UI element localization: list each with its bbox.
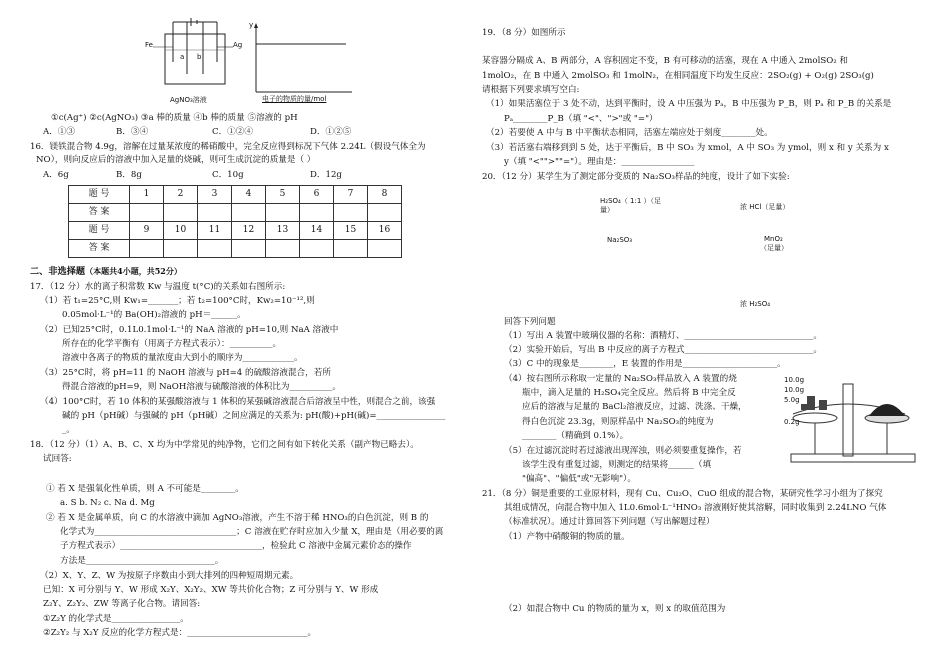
table-cell: 9	[130, 222, 164, 240]
q17-line: 溶液中各离子的物质的量浓度由大到小的顺序为____________。	[62, 353, 303, 363]
table-cell: 15	[334, 222, 368, 240]
table-cell: 2	[164, 186, 198, 204]
table-cell: 13	[266, 222, 300, 240]
q15-option-a: A．①③	[43, 127, 75, 137]
q21-line: （标准状况）。通过计算回答下列问题（写出解题过程）	[504, 517, 715, 527]
q19-line: （3）若活塞右端移到到 5 处，达于平衡后，B 中 SO₃ 为 xmol，A 中 SO₃ 为 ymol，则 x 和 y 关系为 x	[486, 143, 889, 153]
b-label: b	[197, 53, 202, 61]
q15-option-d: D．①②⑤	[310, 127, 352, 137]
a-label: a	[180, 53, 185, 61]
table-cell: 4	[232, 186, 266, 204]
q17-line: 得混合溶液的pH=9，则 NaOH溶液与硫酸溶液的体积比为__________。	[62, 382, 342, 392]
answer-cell[interactable]	[198, 204, 232, 222]
answer-cell[interactable]	[334, 204, 368, 222]
table-cell: 6	[300, 186, 334, 204]
q18-line: 子方程式表示）_________________________________，检验此 C 溶液中金属元素价态的操作	[60, 541, 412, 551]
answer-cell[interactable]	[232, 204, 266, 222]
weight-label: 0.2g	[784, 418, 800, 426]
q18-line: Z₂Y、Z₂Y₂、ZW 等离子化合物。请回答:	[43, 599, 201, 609]
q17-line: 0.05mol·L⁻¹的 Ba(OH)₂溶液的 pH＝______。	[62, 310, 246, 320]
q20-line: （3）C 中的现象是________，E 装置的作用是______________________。	[504, 359, 786, 369]
ag-label: Ag	[233, 41, 243, 49]
table-cell: 7	[334, 186, 368, 204]
q17-line: 碱的 pH（pH碱）与强碱的 pH（pH碱）之间应满足的关系为: pH(酸)+pH(碱)=________________	[62, 411, 446, 421]
q17-line: 17．（12 分）水的离子积常数 Kw 与温度 t(°C)的关系如右图所示:	[30, 282, 286, 292]
graph-x-label: 电子的物质的量/mol	[262, 95, 327, 103]
table-cell: 1	[130, 186, 164, 204]
table-cell: 题 号	[69, 222, 130, 240]
weight-label: 10.0g	[784, 386, 805, 394]
weight-label: 5.0g	[784, 396, 800, 404]
q18-line: 已知：X 可分别与 Y、W 形成 X₂Y、X₂Y₂、XW 等共价化合物；Z 可分别与 Y、W 形成	[43, 585, 379, 595]
q19-line: （1）如果活塞位于 3 处不动，达到平衡时，设 A 中压强为 Pₐ，B 中压强为 P_B，则 Pₐ 和 P_B 的关系是	[486, 99, 892, 109]
q21-part2: （2）如混合物中 Cu 的物质的量为 x，则 x 的取值范围为	[504, 604, 726, 614]
q18-line: ②Z₂Y₂ 与 X₂Y 反应的化学方程式是：____________________________。	[43, 628, 317, 638]
q21-line: （1）产物中硝酸铜的物质的量。	[504, 532, 630, 542]
q17-line: （2）已知25°C时，0.1L0.1mol·L⁻¹的 NaA 溶液的 pH=10,则 NaA 溶液中	[40, 325, 339, 335]
q17-line: _。	[62, 425, 75, 435]
table-cell: 3	[198, 186, 232, 204]
q20-line: （2）实验开始后，写出 B 中反应的离子方程式______________________________。	[504, 345, 823, 355]
q20-line: （1）写出 A 装置中玻璃仪器的名称：酒精灯、______________________________。	[504, 331, 822, 341]
q19-line: （2）若要使 A 中与 B 中平衡状态相同，活塞左端应处于刻度________处。	[486, 128, 773, 138]
q17-line: （1）若 t₁=25°C,则 Kw₁=_______；若 t₂=100°C时，Kw₂=10⁻¹²,则	[40, 296, 315, 306]
answer-table	[68, 185, 402, 258]
section2-heading: 二、非选择题	[30, 266, 86, 277]
q18-line: 方法是______________________________。	[60, 556, 224, 566]
q21-line: 其组成情况，向混合物中加入 1L0.6mol·L⁻¹HNO₃ 溶液刚好使其溶解，同时收集到 2.24LNO 气体	[504, 503, 887, 513]
table-row	[69, 186, 402, 204]
table-row	[69, 222, 402, 240]
q18-line: ② 若 X 是金属单质，向 C 的水溶液中滴加 AgNO₃溶液，产生不溶于稀 HNO₃的白色沉淀，则 B 的	[46, 513, 429, 523]
q20-line: "偏高"、"偏低"或"无影响"）。	[522, 474, 636, 484]
conc-h2so4-label: 浓 H₂SO₄	[740, 300, 771, 308]
table-cell: 10	[164, 222, 198, 240]
table-cell: 答 案	[69, 240, 130, 258]
q20-line: 回答下列问题	[504, 317, 556, 327]
section2-title	[30, 266, 182, 278]
table-cell: 题 号	[69, 186, 130, 204]
q20-line: 得白色沉淀 23.3g，则原样品中 Na₂SO₃的纯度为	[522, 417, 714, 427]
q18-line: ①Z₂Y 的化学式是________________。	[43, 614, 189, 624]
table-cell: 14	[300, 222, 334, 240]
q15-option-c: C．①②④	[212, 127, 253, 137]
q17-line: （3）25°C时，将 pH=11 的 NaOH 溶液与 pH=4 的硫酸溶液混合，若所	[40, 368, 331, 378]
q18-line: a. S b. N₂ c. Na d. Mg	[60, 498, 155, 508]
q18-line: 18．（12 分）（1）A、B、C、X 均为中学常见的纯净物，它们之间有如下转化关系（副产物已略去）。	[30, 440, 419, 450]
answer-cell[interactable]	[164, 240, 198, 258]
q20-line: 应后的溶液与足量的 BaCl₂溶液反应，过滤、洗涤、干燥，	[522, 402, 747, 412]
q16-line1: 16．镁铁混合物 4.9g，溶解在过量某浓度的稀硝酸中，完全反应得到标况下气体 2.24L（假设气体全为	[30, 142, 426, 152]
h2so4-label-2: 量）	[600, 206, 614, 214]
answer-cell[interactable]	[300, 204, 334, 222]
fe-label: Fe	[145, 41, 153, 49]
q18-line: 化学式为_________________________________；C 溶液在贮存时应加入少量 X，理由是（用必要的离	[60, 527, 444, 537]
table-row	[69, 204, 402, 222]
answer-cell[interactable]	[266, 204, 300, 222]
table-cell: 11	[198, 222, 232, 240]
na2so3-label: Na₂SO₃	[607, 236, 633, 244]
table-cell: 答 案	[69, 204, 130, 222]
table-cell: 5	[266, 186, 300, 204]
graph-y-label: y	[249, 21, 254, 29]
q19-line: y（填 "<"">""="）。理由是：_________________	[504, 157, 695, 167]
table-cell: 8	[368, 186, 402, 204]
q19-line: 19．（8 分）如图所示	[482, 28, 566, 38]
q18-line: ① 若 X 是强氧化性单质，则 A 不可能是________。	[46, 484, 244, 494]
answer-cell[interactable]	[164, 204, 198, 222]
q21-line: 21．（8 分）铜是重要的工业原材料，现有 Cu、Cu₂O、CuO 组成的混合物，某研究性学习小组为了探究	[482, 489, 883, 499]
answer-cell[interactable]	[334, 240, 368, 258]
q19-line: Pₐ________P_B（填 "<"、">"或 "="）	[504, 114, 658, 124]
q20-line: 瓶中，滴入足量的 H₂SO₄完全反应。然后将 B 中完全反	[522, 388, 736, 398]
q19-line: 请根据下列要求填写空白:	[482, 85, 580, 95]
q18-line: （2）X、Y、Z、W 为按原子序数由小到大排列的四种短周期元素。	[40, 571, 299, 581]
answer-cell[interactable]	[198, 240, 232, 258]
mno2-label: MnO₂	[764, 235, 783, 243]
q18-line: 试回答:	[43, 454, 72, 464]
hcl-label: 浓 HCl（足量）	[740, 203, 790, 211]
q16-option-c: C．10g	[212, 170, 244, 180]
graph-figure	[252, 26, 362, 98]
q20-title: 20．（12 分）某学生为了测定部分变质的 Na₂SO₃样品的纯度，设计了如下实验:	[482, 172, 790, 182]
table-row	[69, 240, 402, 258]
q15-option-b: B．③④	[116, 127, 149, 137]
solution-label: AgNO₃溶液	[170, 96, 207, 104]
q16-option-d: D．12g	[310, 170, 342, 180]
answer-cell[interactable]	[368, 204, 402, 222]
weight-label: 10.0g	[784, 376, 805, 384]
q17-line: （4）100°C时，若 10 体积的某强酸溶液与 1 体积的某强碱溶液混合后溶液呈中性，则混合之前，该强	[40, 397, 436, 407]
table-cell: 12	[232, 222, 266, 240]
q20-line: （5）在过滤沉淀时若过滤液出现浑浊，则必须要重复操作，若	[504, 446, 742, 456]
table-cell: 16	[368, 222, 402, 240]
answer-cell[interactable]	[266, 240, 300, 258]
q19-line: 1molO₂，在 B 中通入 2molSO₃ 和 1molN₂，在相同温度下均发生反应：2SO₂(g) + O₂(g) 2SO₃(g)	[482, 71, 874, 81]
q19-line: 某容器分隔成 A、B 两部分，A 容积固定不变，B 有可移动的活塞，现在 A 中通入 2molSO₂ 和	[482, 56, 849, 66]
answer-cell[interactable]	[300, 240, 334, 258]
h2so4-label: H₂SO₄（ 1:1 ）（足	[600, 197, 662, 205]
answer-cell[interactable]	[368, 240, 402, 258]
q20-line: 该学生没有重复过滤，则测定的结果将______（填	[522, 460, 712, 470]
answer-cell[interactable]	[130, 204, 164, 222]
q16-option-a: A．6g	[43, 170, 69, 180]
q16-option-b: B．8g	[116, 170, 142, 180]
q17-line: 所存在的化学平衡有（用离子方程式表示）：__________。	[62, 339, 282, 349]
q20-line: （4）按右图所示称取一定量的 Na₂SO₃样品放入 A 装置的烧	[504, 374, 737, 384]
answer-cell[interactable]	[232, 240, 266, 258]
section2-note: （本题共4小题，共52分）	[85, 266, 182, 276]
mno2-label-2: （足量）	[760, 244, 788, 252]
q16-line2: NO），则向反应后的溶液中加入足量的烧碱，则可生成沉淀的质量是（ ）	[36, 155, 316, 165]
q20-line: ________（精确到 0.1%）。	[522, 431, 629, 441]
answer-cell[interactable]	[130, 240, 164, 258]
q15-items: ①c(Ag⁺) ②c(AgNO₃) ③a 棒的质量 ④b 棒的质量 ⑤溶液的 pH	[51, 113, 298, 123]
